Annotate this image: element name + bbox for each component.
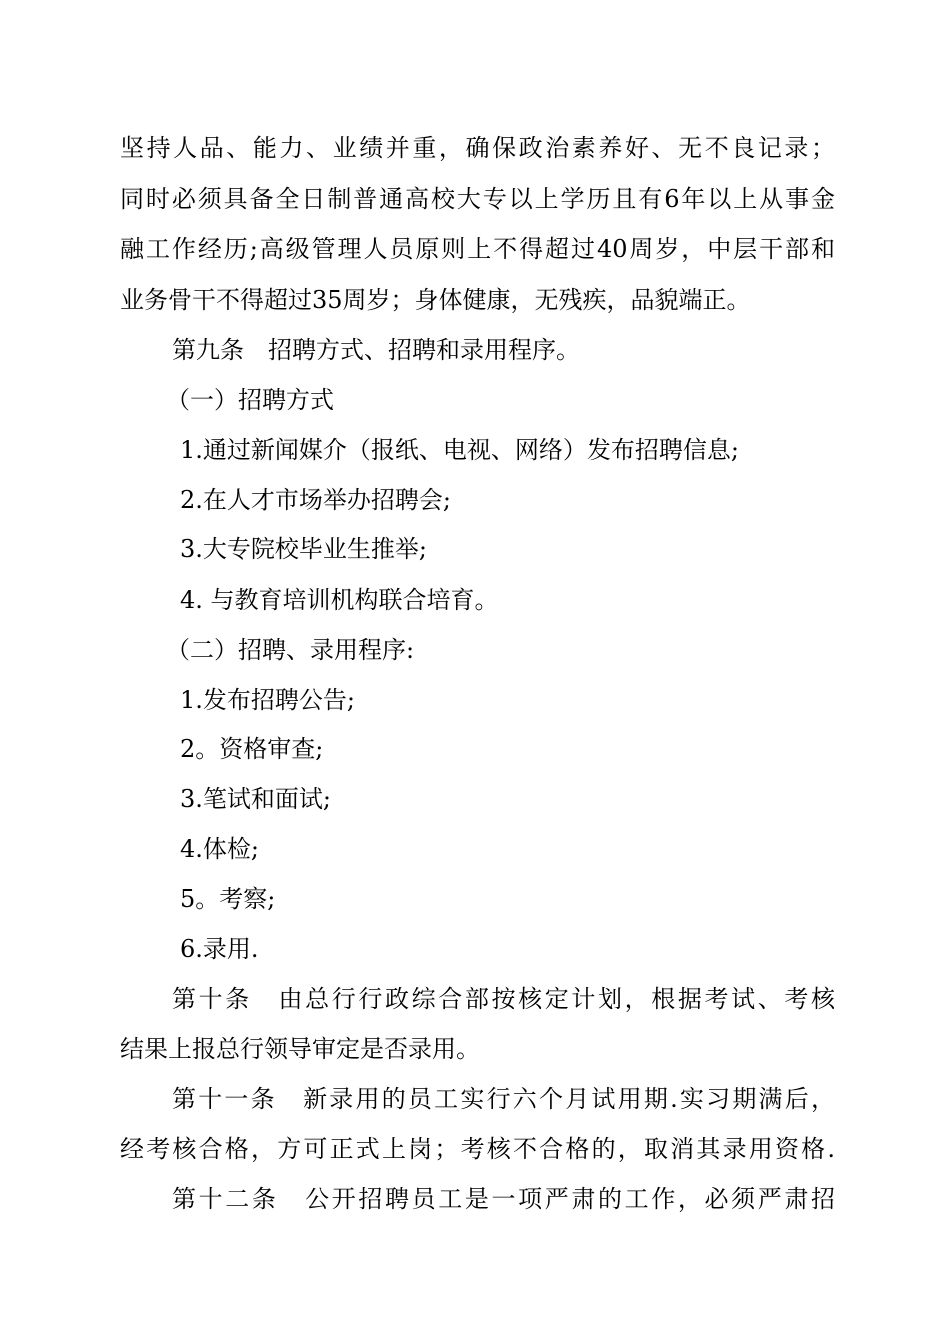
- article-paragraph-line: 第十二条 公开招聘员工是一项严肃的工作，必须严肃招: [172, 1185, 835, 1213]
- text-line: 坚持人品、能力、业绩并重，确保政治素养好、无不良记录；: [120, 134, 835, 162]
- section-heading: （二）招聘、录用程序:: [166, 636, 415, 664]
- text-line: 业务骨干不得超过35周岁；身体健康，无残疾，品貌端正。: [120, 286, 751, 314]
- list-item: 2.在人才市场举办招聘会;: [180, 486, 451, 514]
- text-line: 融工作经历;高级管理人员原则上不得超过40周岁，中层干部和: [120, 235, 835, 263]
- list-item: 5。考察;: [180, 885, 276, 913]
- list-item: 1.发布招聘公告;: [180, 686, 355, 714]
- article-paragraph-line: 第十一条 新录用的员工实行六个月试用期.实习期满后，: [172, 1085, 835, 1113]
- list-item: 3.笔试和面试;: [180, 785, 331, 813]
- list-item: 2。资格审查;: [180, 735, 324, 763]
- list-item: 6.录用.: [180, 935, 259, 963]
- list-item: 1.通过新闻媒介（报纸、电视、网络）发布招聘信息;: [180, 436, 739, 464]
- section-heading: （一）招聘方式: [166, 386, 334, 414]
- article-paragraph-line: 第十条 由总行行政综合部按核定计划，根据考试、考核: [172, 985, 835, 1013]
- text-line: 同时必须具备全日制普通高校大专以上学历且有6年以上从事金: [120, 185, 835, 213]
- list-item: 4. 与教育培训机构联合培育。: [180, 586, 499, 614]
- text-line: 结果上报总行领导审定是否录用。: [120, 1035, 480, 1063]
- text-line: 经考核合格，方可正式上岗；考核不合格的，取消其录用资格.: [120, 1135, 835, 1163]
- list-item: 3.大专院校毕业生推举;: [180, 535, 427, 563]
- article-heading: 第九条 招聘方式、招聘和录用程序。: [172, 336, 580, 364]
- list-item: 4.体检;: [180, 835, 259, 863]
